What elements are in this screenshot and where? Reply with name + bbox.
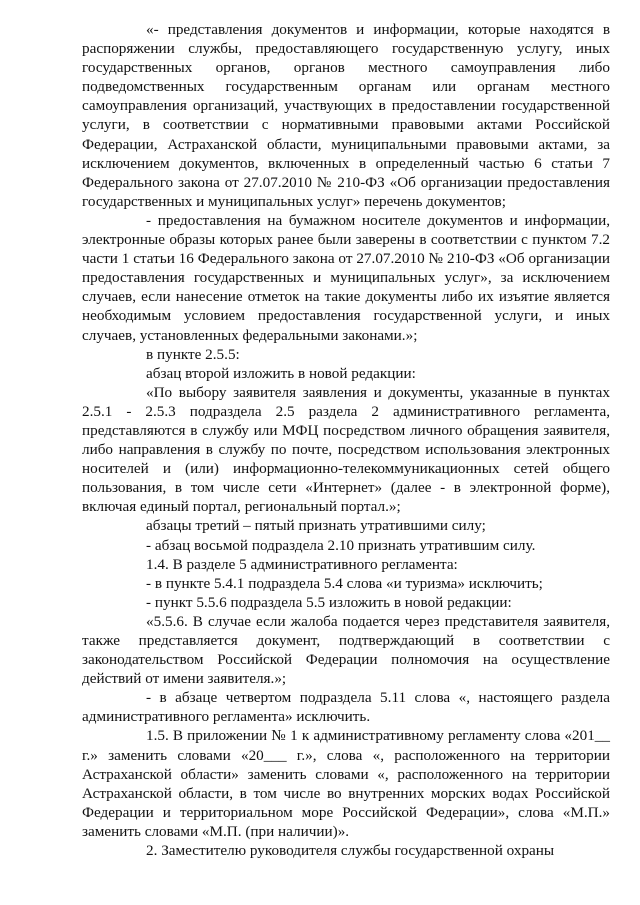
paragraph-clause-5-5-6-text: «5.5.6. В случае если жалоба подается через представителя заявителя, также представляется документ, подтверждающий в соответствии с законодательством Российской Федерации полномочия на осуществление действий от имени заявителя.»; bbox=[82, 612, 610, 688]
paragraph-new-wording-instruction: абзац второй изложить в новой редакции: bbox=[146, 364, 416, 382]
paragraph-section-5: 1.4. В разделе 5 административного регламента: bbox=[146, 555, 458, 573]
paragraph-paper-documents: - предоставления на бумажном носителе документов и информации, электронные образы которых ранее были заверены в соответствии с пунктом 7.2 части 1 статьи 16 Федерального закона от 27.07.2010 № 210-ФЗ «Об организации предоставления государственных и муниципальных услуг», за исключением случаев, если нанесение отметок на такие документы либо их изъятие является необходимым условием предоставления государственной услуги, и иных случаев, установленных федеральными законами.»; bbox=[82, 211, 610, 344]
paragraph-clause-5-4-1: - в пункте 5.4.1 подраздела 5.4 слова «и туризма» исключить; bbox=[146, 574, 543, 592]
paragraph-subsection-5-11: - в абзаце четвертом подраздела 5.11 слова «, настоящего раздела административного регламента» исключить. bbox=[82, 689, 610, 726]
paragraph-repeal-third-fifth: абзацы третий – пятый признать утратившими силу; bbox=[146, 517, 486, 535]
paragraph-clause-2-5-5: в пункте 2.5.5: bbox=[146, 345, 240, 363]
paragraph-deputy-head: 2. Заместителю руководителя службы государственной охраны bbox=[146, 842, 555, 860]
paragraph-repeal-eighth: - абзац восьмой подраздела 2.10 признать утратившим силу. bbox=[146, 536, 536, 554]
paragraph-clause-5-5-6-instruction: - пункт 5.5.6 подраздела 5.5 изложить в новой редакции: bbox=[146, 593, 512, 611]
paragraph-representation-documents: «- представления документов и информации, которые находятся в распоряжении службы, предоставляющего государственную услугу, иных государственных органов, органов местного самоуправления либо подведомственных государственным органам или органам местного самоуправления организаций, участвующих в предоставлении государственной услуги, в соответствии с нормативными правовыми актами Российской Федерации, Астраханской области, муниципальными правовыми актами, за исключением документов, включенных в определенный частью 6 статьи 7 Федерального закона от 27.07.2010 № 210-ФЗ «Об организации предоставления государственных и муниципальных услуг» перечень документов; bbox=[82, 21, 610, 210]
paragraph-submission-choice: «По выбору заявителя заявления и документы, указанные в пунктах 2.5.1 - 2.5.3 подраздела 2.5 раздела 2 административного регламента, представляются в службу или МФЦ посредством личного обращения заявителя, либо направления в службу по почте, посредством использования электронных носителей и (или) информационно-телекоммуникационных сетей общего пользования, в том числе сети «Интернет» (далее - в электронной форме), включая единый портал, региональный портал.»; bbox=[82, 383, 610, 516]
paragraph-appendix-1: 1.5. В приложении № 1 к административному регламенту слова «201__ г.» заменить словами «20___ г.», слова «, расположенного на территории Астраханской области» заменить словами «, расположенного на территории Астраханской области, в том числе во внутренних морских водах Российской Федерации и территориальном море Российской Федерации», слова «М.П.» заменить словами «М.П. (при наличии)». bbox=[82, 727, 610, 840]
document-body bbox=[82, 20, 610, 860]
